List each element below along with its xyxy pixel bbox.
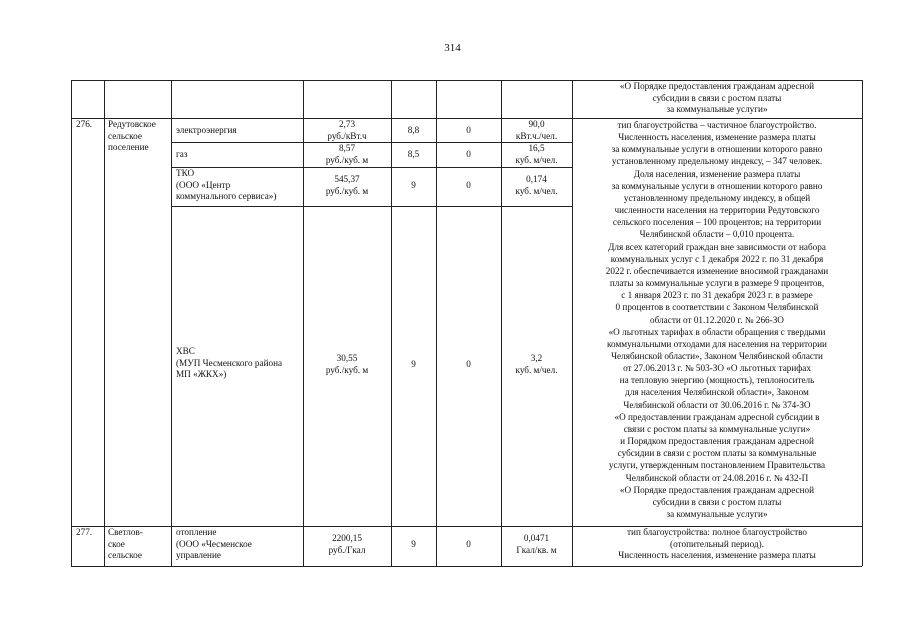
tariff-value (303, 353, 391, 376)
norm-line: Гкал/кв. м (516, 544, 557, 555)
legal-line: платы за коммунальные услуги в размере 9 процентов, (609, 278, 825, 289)
legal-line: за коммунальные услуги в отношении которого равно (611, 180, 823, 191)
legal-line: установленному предельному индексу, в общей (623, 192, 811, 203)
service-name (176, 168, 276, 203)
legal-line: субсидии в связи с ростом платы за коммунальные (617, 448, 817, 459)
legal-line: за коммунальные услуги» (666, 104, 768, 115)
service-line: (МУП Чесменского района (176, 357, 283, 368)
tariff-value (303, 143, 391, 166)
legal-line: Численность населения, изменение размера платы (618, 550, 816, 561)
legal-line: субсидии в связи с ростом платы (652, 496, 782, 507)
legal-line: Челябинской области», Законом Челябинской области (611, 350, 823, 361)
growth-index: 9 (411, 180, 416, 190)
service-line: управление (176, 550, 221, 561)
consumption-norm (501, 119, 572, 142)
consumption-norm (501, 353, 572, 376)
legal-line: с 1 января 2023 г. по 31 декабря 2023 г. в размере (621, 290, 813, 301)
norm-line: 16,5 (528, 143, 545, 153)
norm-line: кВт.ч./чел. (515, 130, 558, 141)
row-number: 277. (76, 527, 93, 537)
tariff-line: 2,73 (338, 119, 356, 129)
row-divider (171, 206, 572, 207)
col-divider (71, 80, 72, 566)
settlement-line: сельское (108, 550, 142, 561)
legal-line: коммунальными отходами для населения на территории (607, 338, 827, 349)
norm-line: 0,0471 (523, 533, 550, 543)
consumption-norm (501, 143, 572, 166)
norm-line: куб. м/чел. (515, 185, 558, 196)
tariff-value (303, 174, 391, 197)
legal-line: «О предоставлении гражданам адресной субсидии в (614, 411, 820, 422)
service-name (176, 346, 282, 381)
settlement-line: сельское (108, 130, 142, 141)
growth-index: 8,8 (407, 125, 420, 135)
settlement-name (108, 527, 143, 562)
legal-line: «О льготных тарифах в области обращения с твердыми (608, 326, 826, 337)
legal-line: связи с ростом платы за коммунальные услуги» (623, 423, 811, 434)
legal-line: субсидии в связи с ростом платы (652, 92, 782, 103)
service-line: ТКО (176, 168, 195, 178)
legal-line: услуги, утвержденным постановлением Правительства (608, 460, 826, 471)
settlement-line: Светлов- (108, 527, 143, 537)
tariff-line: руб./куб. м (325, 154, 369, 165)
legal-line: за коммунальные услуги» (666, 509, 768, 519)
service-line: ХВС (176, 346, 195, 356)
legal-text (572, 527, 862, 562)
table-border-bottom (71, 566, 862, 567)
legal-line: Численность населения, изменение размера платы (618, 132, 816, 143)
settlement-line: ское (108, 538, 125, 549)
service-name: электроэнергия (176, 125, 237, 135)
legal-line: для населения Челябинской области», Законом (625, 387, 809, 398)
legal-line: тип благоустройства: полное благоустройство (627, 527, 807, 537)
legal-line: на тепловую энергию (мощность), теплоноситель (619, 375, 815, 386)
legal-line: (отопительный период). (670, 538, 764, 549)
tariff-line: 8,57 (338, 143, 356, 153)
legal-line: Челябинской области от 24.08.2016 г. № 432-П (625, 472, 809, 483)
col-divider (171, 80, 172, 566)
legal-line: от 27.06.2013 г. № 503-ЗО «О льготных тарифах (623, 363, 811, 374)
col-divider (104, 80, 105, 566)
service-name (176, 527, 252, 562)
service-line: коммунального сервиса») (176, 191, 277, 202)
zero-index: 0 (466, 359, 471, 369)
legal-text (572, 119, 862, 520)
tariff-line: руб./куб. м (325, 185, 369, 196)
tariff-line: 545,37 (334, 174, 360, 184)
growth-index: 9 (411, 359, 416, 369)
page-number: 314 (444, 42, 461, 54)
growth-index: 8,5 (407, 149, 420, 159)
legal-line: 2022 г. обеспечивается изменение вносимой гражданами (605, 265, 829, 276)
consumption-norm (501, 174, 572, 197)
tariff-value (303, 119, 391, 142)
legal-line: Челябинской области – 0,010 процента. (639, 229, 795, 240)
legal-line: сельского поселения – 100 процентов; на территории (612, 217, 822, 228)
legal-line: «О Порядке предоставления гражданам адресной (619, 81, 815, 91)
legal-line: «О Порядке предоставления гражданам адресной (619, 484, 815, 495)
norm-line: куб. м/чел. (515, 154, 558, 165)
tariff-line: руб./Гкал (328, 544, 366, 555)
service-line: (ООО «Чесменское (176, 538, 252, 549)
tariff-line: 30,55 (336, 353, 358, 363)
tariff-line: руб./куб. м (325, 364, 369, 375)
settlement-line: Редутовское (108, 119, 156, 129)
service-name: газ (176, 149, 188, 159)
legal-line: установленному предельному индексу, – 347 человек. (611, 156, 823, 167)
service-line: МП «ЖКХ») (176, 369, 227, 380)
legal-line: численности населения на территории Редутовского (614, 205, 820, 216)
service-line: отопление (176, 527, 217, 537)
legal-line: коммунальных услуг с 1 декабря 2022 г. по 31 декабря (610, 253, 824, 264)
col-divider (862, 80, 863, 566)
tariff-line: 2200,15 (332, 533, 362, 543)
zero-index: 0 (466, 539, 471, 549)
settlement-name (108, 119, 156, 154)
legal-text-continuation (572, 81, 862, 116)
service-line: (ООО «Центр (176, 179, 231, 190)
norm-line: 3,2 (530, 353, 543, 363)
norm-line: куб. м/чел. (515, 364, 558, 375)
zero-index: 0 (466, 180, 471, 190)
norm-line: 90,0 (528, 119, 545, 129)
legal-line: за коммунальные услуги в отношении которого равно (611, 144, 823, 155)
tariff-line: руб./кВт.ч (327, 130, 367, 141)
tariff-value (303, 533, 391, 556)
legal-line: Для всех категорий граждан вне зависимости от набора (608, 241, 826, 252)
legal-line: Доля населения, изменение размера платы (633, 168, 801, 179)
legal-line: Челябинской области от 30.06.2016 г. № 374-ЗО (623, 399, 811, 410)
zero-index: 0 (466, 149, 471, 159)
legal-line: и Порядком предоставления гражданам адресной (620, 436, 814, 447)
legal-line: области от 01.12.2020 г. № 266-ЗО (650, 314, 784, 325)
legal-line: 0 процентов в соответствии с Законом Челябинской (615, 302, 819, 313)
growth-index: 9 (411, 539, 416, 549)
norm-line: 0,174 (526, 174, 547, 184)
legal-line: тип благоустройства – частичное благоустройство. (617, 120, 817, 130)
consumption-norm (501, 533, 572, 556)
zero-index: 0 (466, 125, 471, 135)
settlement-line: поселение (108, 142, 149, 153)
row-number: 276. (76, 119, 93, 129)
